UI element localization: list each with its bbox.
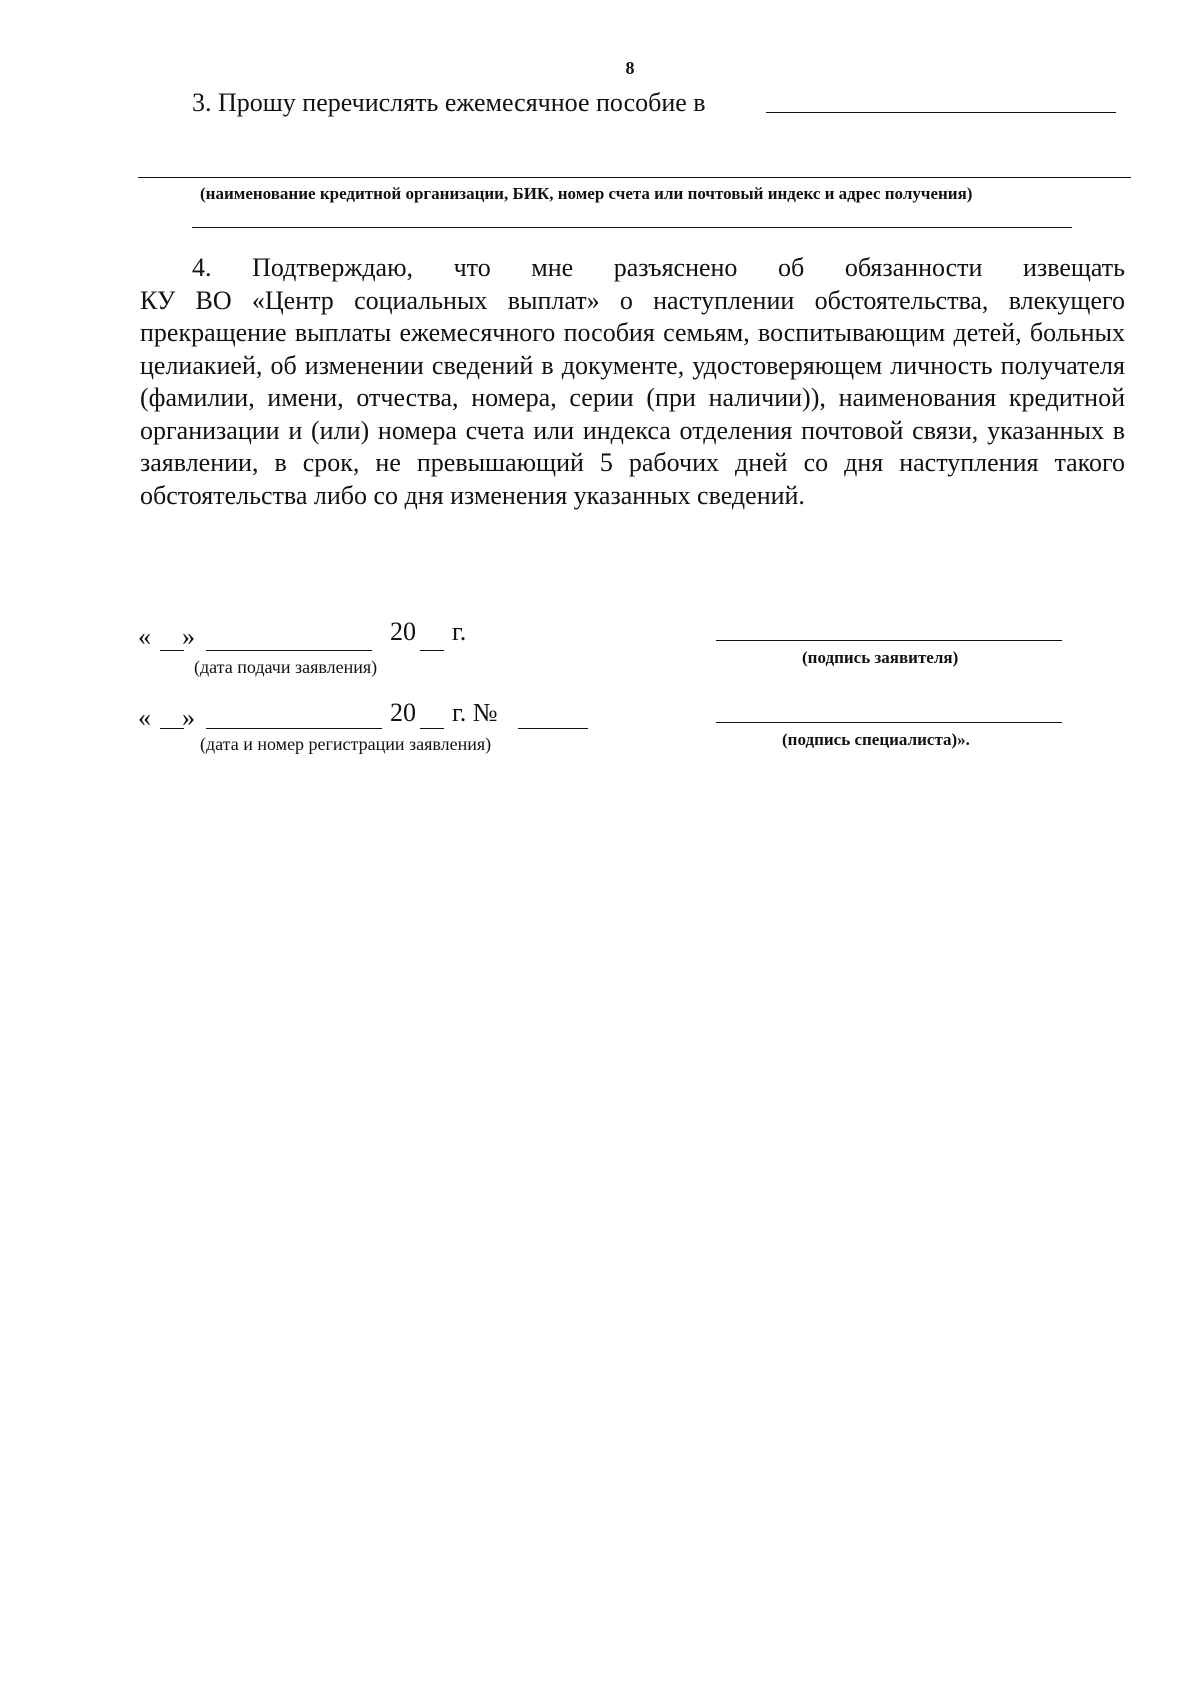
row2-year-prefix: 20: [390, 698, 416, 727]
item-3-full-line: [138, 177, 1131, 178]
item-3-under-caption-line: [192, 227, 1072, 228]
row2-quote-close: »: [182, 703, 195, 732]
item-4-body: КУ ВО «Центр социальных выплат» о наступлении обстоятельства, влекущего прекращение выплаты ежемесячного пособия семьям, воспитывающим детей, больных целиакией, об изменении сведений в документе, удостоверяющем личность получателя (фамилии, имени, отчества, номера, серии (при наличии)), наименования кредитной организации и (или) номера счета или индекса отделения почтовой связи, указанных в заявлении, в срок, не превышающий 5 рабочих дней со дня наступления такого обстоятельства либо со дня изменения указанных сведений.: [140, 285, 1125, 510]
row1-month-line: [206, 650, 372, 651]
row2-sign-line: [716, 722, 1062, 723]
row1-sign-line: [716, 640, 1062, 641]
row2-year-suffix: г. №: [452, 698, 498, 727]
row1-sign-caption: (подпись заявителя): [802, 648, 959, 667]
row1-year-suffix: г.: [452, 617, 467, 646]
row1-quote-close: »: [182, 622, 195, 651]
item-4-paragraph: [140, 252, 1125, 512]
item-4-first-line: 4. Подтверждаю, что мне разъяснено об обязанности извещать: [192, 253, 1125, 282]
item-3-text: 3. Прошу перечислять ежемесячное пособие в: [192, 88, 706, 117]
row2-date-caption: (дата и номер регистрации заявления): [200, 734, 492, 754]
row2-sign-caption: (подпись специалиста)».: [782, 730, 970, 749]
row1-date-caption: (дата подачи заявления): [194, 657, 378, 677]
row1-quote-open: «: [138, 622, 151, 651]
row1-year-line: [420, 650, 444, 651]
row2-quote-open: «: [138, 703, 151, 732]
row1-year-prefix: 20: [390, 617, 416, 646]
item-3-caption: (наименование кредитной организации, БИК, номер счета или почтовый индекс и адрес получения): [200, 184, 973, 203]
row1-day-line: [160, 650, 184, 651]
row2-day-line: [160, 728, 184, 729]
row2-year-line: [420, 728, 444, 729]
page-number: 8: [625, 58, 635, 78]
row2-month-line: [206, 728, 382, 729]
item-3-fill-line: [766, 112, 1116, 113]
row2-number-line: [518, 728, 588, 729]
